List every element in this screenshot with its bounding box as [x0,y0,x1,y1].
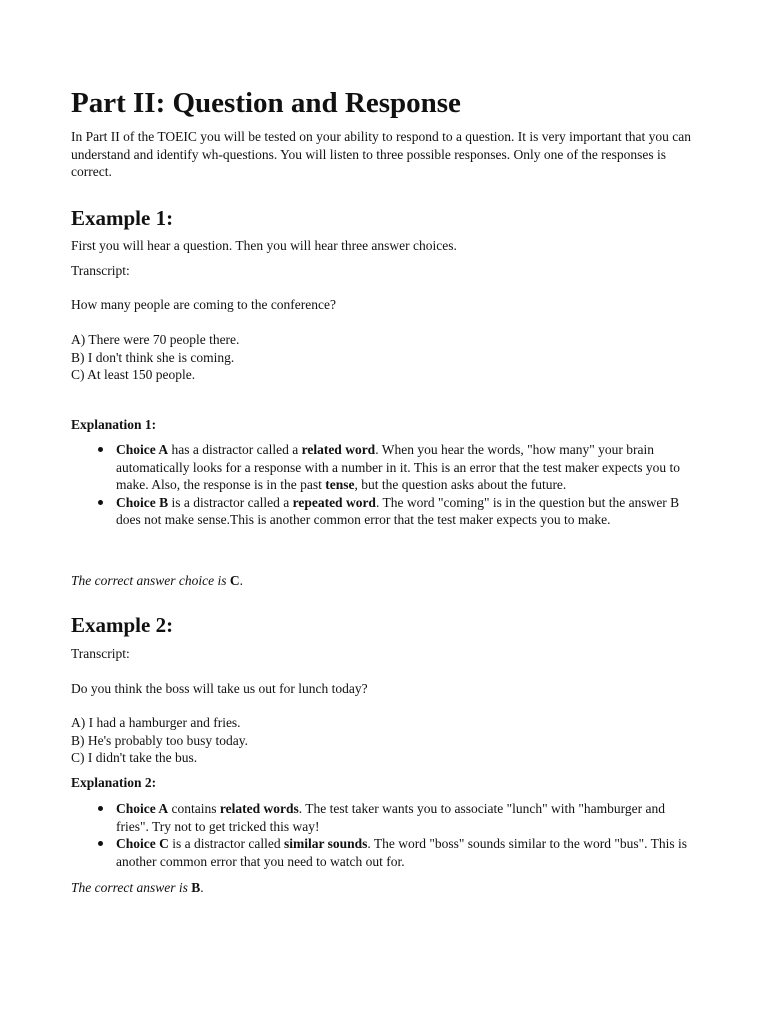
example-2-choices [71,714,248,767]
explanation-1-bullet-1: Choice A has a distractor called a related word. When you hear the words, "how many" your brain automatically looks for a response with a number in it. This is an error that the test maker expects you to make. Also, the response is in the past tense, but the question asks about the future. [98,441,698,494]
choice-b: B) He's probably too busy today. [71,732,249,748]
choice-b: B) I don't think she is coming. [71,349,235,365]
intro-paragraph: In Part II of the TOEIC you will be tested on your ability to respond to a question. It is very important that you can understand and identify wh-questions. You will listen to three possible responses. Only one of the responses is correct. [71,129,692,180]
choice-c: C) I didn't take the bus. [71,750,198,766]
explanation-1-bullet-2: Choice B is a distractor called a repeated word. The word "coming" is in the question but the answer B does not make sense.This is another common error that the test maker expects you to make. [98,494,698,529]
choice-a: A) I had a hamburger and fries. [71,715,241,730]
example-1-answer: The correct answer choice is C. [71,573,243,588]
explanation-1-heading: Explanation 1: [71,417,157,432]
example-2-answer: The correct answer is B. [71,880,204,895]
choice-a: A) There were 70 people there. [71,332,240,347]
explanation-2-bullet-1: Choice A contains related words. The test taker wants you to associate "lunch" with "hamburger and fries". Try not to get tricked this way! [98,800,698,835]
example-1-transcript-label: Transcript: [71,263,130,278]
explanation-1-list [98,441,698,529]
example-1-choices [71,331,239,384]
example-2-transcript-label: Transcript: [71,646,130,661]
example-1-heading: Example 1: [71,206,174,230]
explanation-2-list [98,800,698,870]
explanation-2-heading: Explanation 2: [71,775,157,790]
page-title: Part II: Question and Response [71,87,461,119]
explanation-2-bullet-2: Choice C is a distractor called similar sounds. The word "boss" sounds similar to the word "bus". This is another common error that you need to watch out for. [98,835,698,870]
example-2-question: Do you think the boss will take us out for lunch today? [71,681,368,696]
example-1-question: How many people are coming to the conference? [71,297,337,312]
choice-c: C) At least 150 people. [71,367,196,383]
example-1-instruction: First you will hear a question. Then you will hear three answer choices. [71,238,457,253]
example-2-heading: Example 2: [71,613,174,637]
